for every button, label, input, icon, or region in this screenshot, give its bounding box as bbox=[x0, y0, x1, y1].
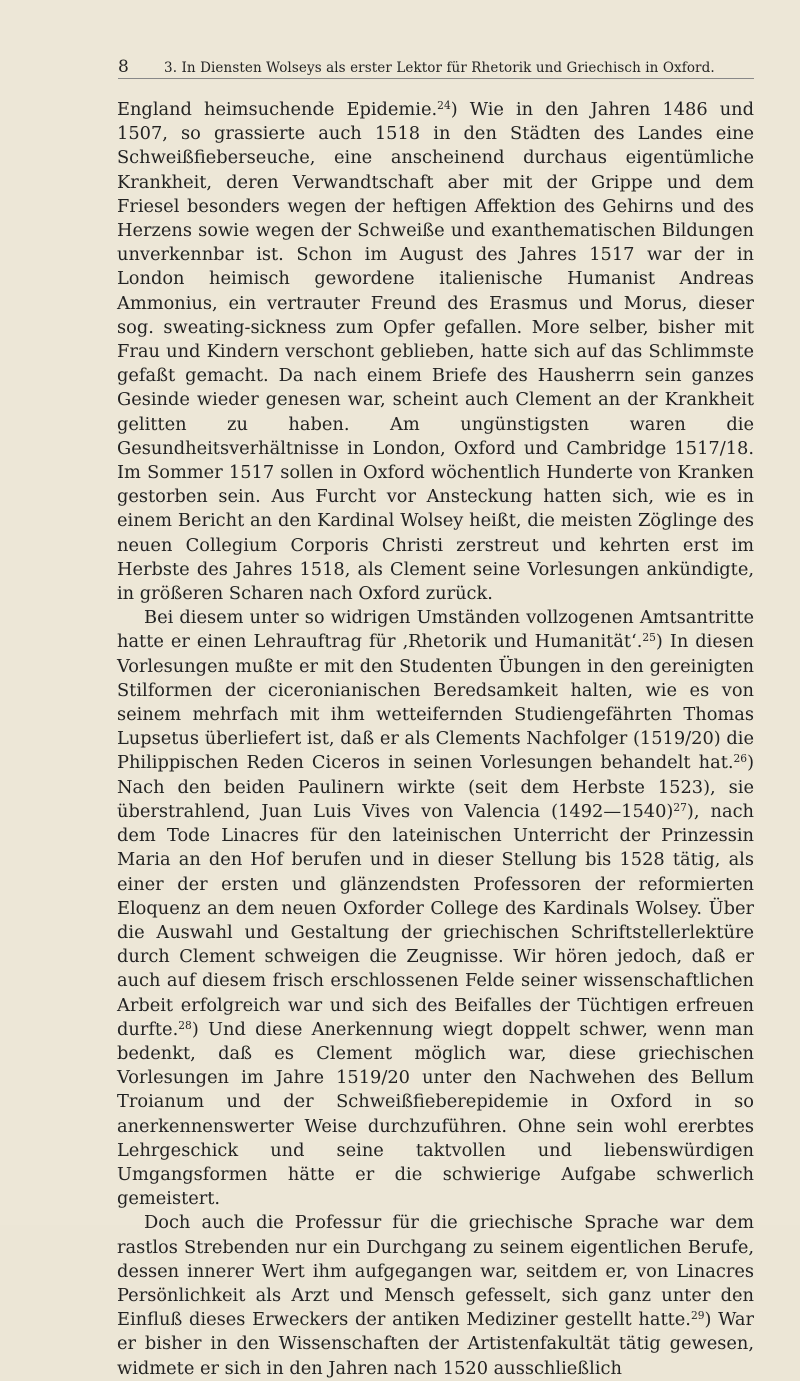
paragraph-3 bbox=[117, 1211, 754, 1380]
header-rule bbox=[118, 78, 754, 79]
body-text bbox=[117, 98, 754, 1381]
footnote-ref: 28 bbox=[178, 1018, 192, 1032]
paragraph-1 bbox=[117, 98, 754, 606]
footnote-ref: 27 bbox=[673, 801, 687, 815]
footnote-ref: 25 bbox=[642, 631, 656, 645]
text-run: ) War er bisher in den Wissenschaften der Artistenfakultät tätig gewesen, widmete er sich in den Jahren nach 1520 ausschließlich bbox=[117, 1309, 755, 1379]
text-run: ), nach dem Tode Linacres für den lateinischen Unterricht der Prinzessin Maria an den Hof berufen und in dieser Stellung bis 1528 tätig, als einer der ersten und glänzendsten Professoren der reformierten Eloquenz an dem neuen Oxforder College des Kardinals Wolsey. Über die Auswahl und Gestaltung der griechischen Schriftstellerlektüre durch Clement schweigen die Zeugnisse. Wir hören jedoch, daß er auch auf diesem frisch erschlossenen Felde seiner wissenschaftlichen Arbeit erfolgreich war und sich des Beifalles der Tüchtigen erfreuen durfte. bbox=[117, 800, 754, 1040]
footnote-ref: 26 bbox=[733, 752, 748, 766]
footnote-ref: 24 bbox=[437, 99, 451, 113]
text-run: ) Und diese Anerkennung wiegt doppelt schwer, wenn man bedenkt, daß es Clement möglich war, diese griechischen Vorlesungen im Jahre 1519/20 unter den Nachwehen des Bellum Troianum und der Schweißfieberepidemie in Oxford in so anerkennenswerter Weise durchzuführen. Ohne sein wohl ererbtes Lehrgeschick und seine taktvollen und liebenswürdigen Umgangsformen hätte er die schwierige Aufgabe schwerlich gemeistert. bbox=[117, 1018, 754, 1210]
text-run: Doch auch die Professur für die griechische Sprache war dem rastlos Strebenden nur ein Durchgang zu seinem eigentlichen Berufe, dessen innerer Wert ihm aufgegangen war, seitdem er, von Linacres Persönlichkeit als Arzt und Mensch gefesselt, sich ganz unter den Einfluß dieses Erweckers der antiken Mediziner gestellt hatte. bbox=[117, 1212, 754, 1331]
paragraph-2 bbox=[117, 606, 754, 1211]
text-run: Bei diesem unter so widrigen Umständen vollzogenen Amtsantritte hatte er einen Lehrauftrag für ‚Rhetorik und Humanität‘. bbox=[117, 607, 754, 653]
running-header bbox=[118, 57, 715, 77]
running-title: 3. In Diensten Wolseys als erster Lektor für Rhetorik und Griechisch in Oxford. bbox=[164, 60, 715, 76]
text-run: ) Nach den beiden Paulinern wirkte (seit dem Herbste 1523), sie überstrahlend, Juan Luis Vives von Valencia (1492—1540) bbox=[117, 752, 754, 822]
text-run: ) In diesen Vorlesungen mußte er mit den Studenten Übungen in den gereinigten Stilformen der ciceronianischen Beredsamkeit halten, wie es von seinem mehrfach mit ihm wetteifernden Studiengefährten Thomas Lupsetus überliefert ist, daß er als Clements Nachfolger (1519/20) die Philippischen Reden Ciceros in seinen Vorlesungen behandelt hat. bbox=[117, 631, 754, 774]
text-run: England heimsuchende Epidemie. bbox=[117, 99, 438, 120]
text-run: ) Wie in den Jahren 1486 und 1507, so grassierte auch 1518 in den Städten des Landes eine Schweißfieberseuche, eine anscheinend durchaus eigentümliche Krankheit, deren Verwandtschaft aber mit der Grippe und dem Friesel besonders wegen der heftigen Affektion des Gehirns und des Herzens sowie wegen der Schweiße und exanthematischen Bildungen unverkennbar ist. Schon im August des Jahres 1517 war der in London heimisch gewordene italienische Humanist Andreas Ammonius, ein vertrauter Freund des Erasmus und Morus, dieser sog. sweating-sickness zum Opfer gefallen. More selber, bisher mit Frau und Kindern verschont geblieben, hatte sich auf das Schlimmste gefaßt gemacht. Da nach einem Briefe des Hausherrn sein ganzes Gesinde wieder genesen war, scheint auch Clement an der Krankheit gelitten zu haben. Am ungünstigsten waren die Gesundheitsverhältnisse in London, Oxford und Cambridge 1517/18. Im Sommer 1517 sollen in Oxford wöchentlich Hunderte von Kranken gestorben sein. Aus Furcht vor Ansteckung hatten sich, wie es in einem Bericht an den Kardinal Wolsey heißt, die meisten Zöglinge des neuen Collegium Corporis Christi zerstreut und kehrten erst im Herbste des Jahres 1518, als Clement seine Vorlesungen ankündigte, in größeren Scharen nach Oxford zurück. bbox=[117, 99, 755, 605]
page-number: 8 bbox=[118, 57, 129, 77]
footnote-ref: 29 bbox=[690, 1309, 705, 1323]
